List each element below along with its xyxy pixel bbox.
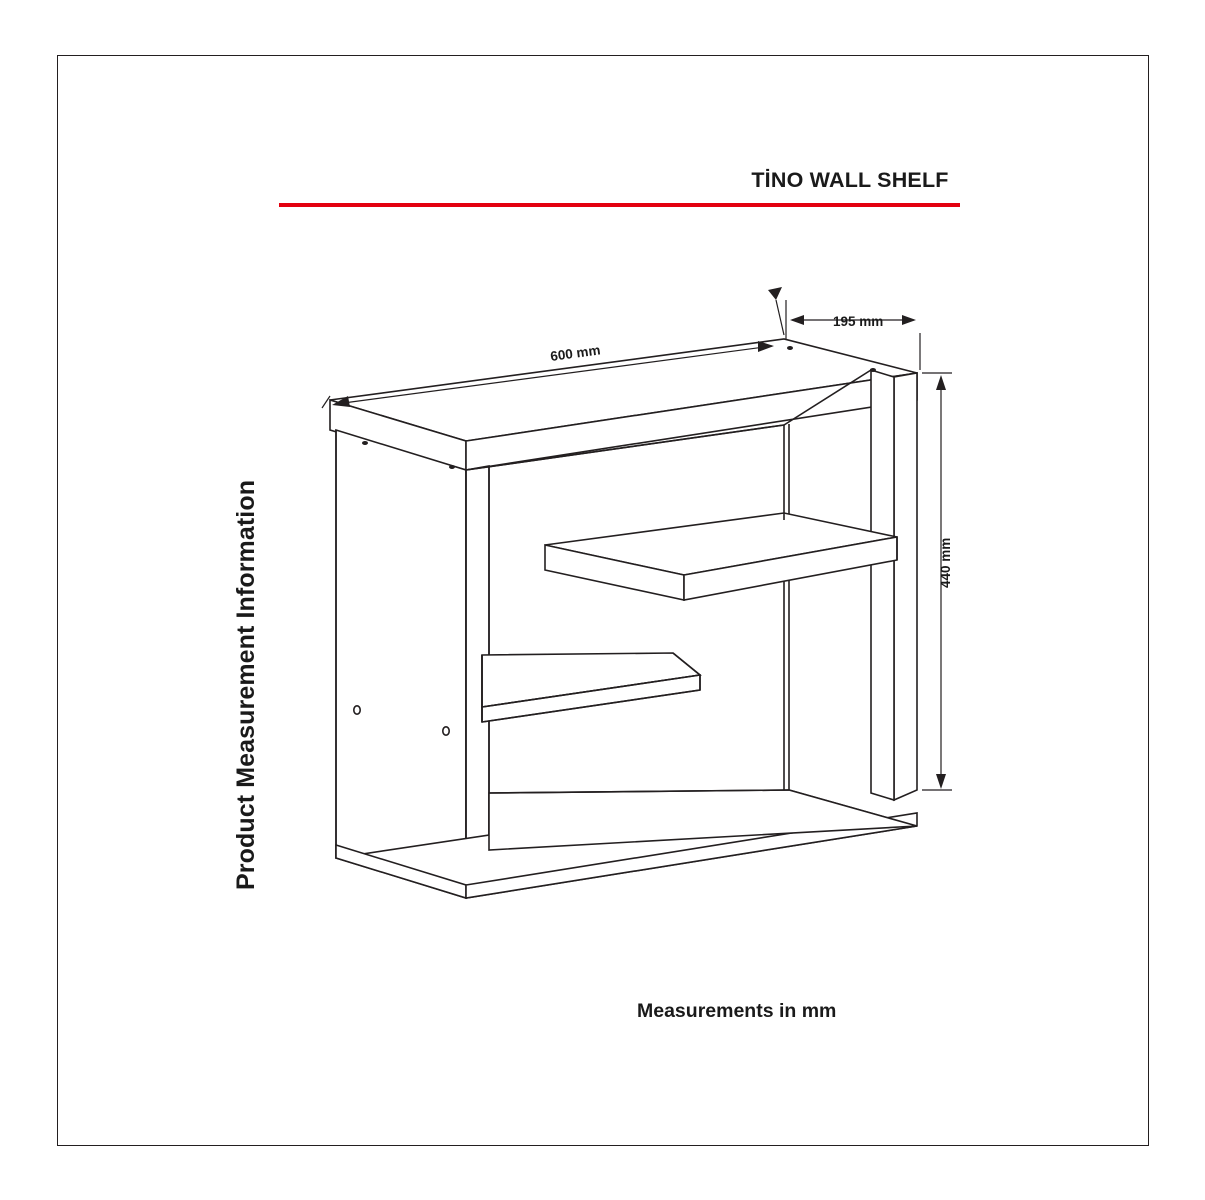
measurement-units-caption: Measurements in mm <box>637 1000 837 1022</box>
dimension-label-height: 440 mm <box>938 537 953 588</box>
dimension-label-depth: 195 mm <box>833 314 884 329</box>
page-title: TİNO WALL SHELF <box>751 168 949 192</box>
dimension-label-width: 600 mm <box>549 342 602 364</box>
side-label-product-measurement-information: Product Measurement Information <box>232 479 260 890</box>
